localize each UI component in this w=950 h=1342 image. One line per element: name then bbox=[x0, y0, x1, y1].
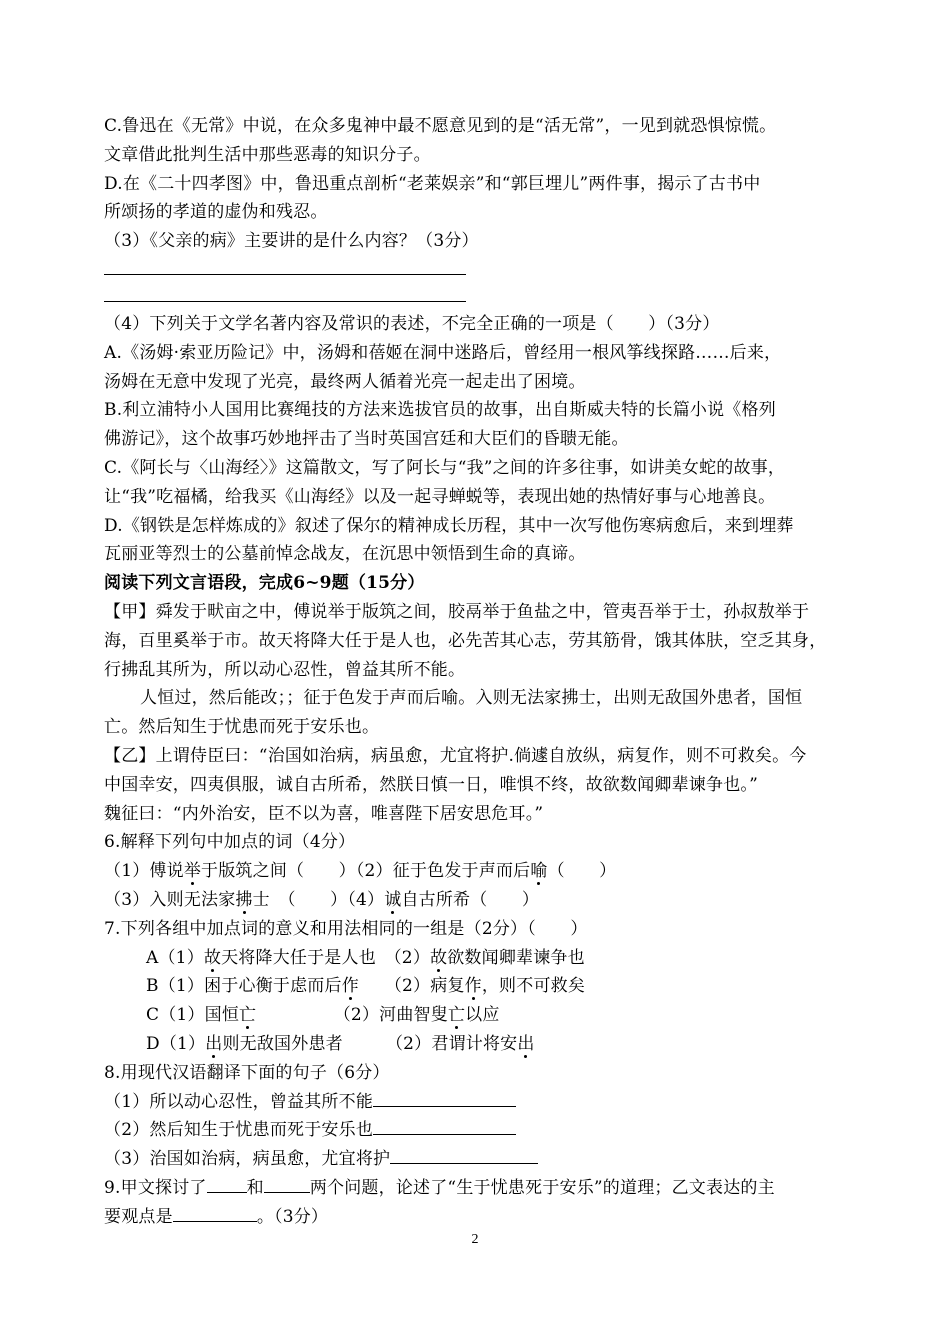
passage-jia-line2: 海，百里奚举于市。故天将降大任于是人也，必先苦其心志，劳其筋骨，饿其体肤，空乏其身， bbox=[104, 630, 827, 651]
passage-jia-line5: 亡。然后知生于忧患而死于安乐也。 bbox=[104, 717, 380, 738]
text: A（1） bbox=[146, 947, 204, 968]
text: ，则不可救矣 bbox=[481, 976, 586, 997]
q8-item-3 bbox=[104, 1145, 854, 1174]
dotted-word: 喻 bbox=[530, 861, 548, 882]
q7-option-a bbox=[104, 944, 854, 973]
text: （2）河曲智叟 bbox=[256, 1005, 448, 1026]
dotted-word: 诚 bbox=[384, 889, 402, 910]
document-page bbox=[104, 112, 854, 1231]
question-9-line1 bbox=[104, 1174, 854, 1203]
q4-option-b-line2: 佛游记》，这个故事巧妙地抨击了当时英国宫廷和大臣们的昏聩无能。 bbox=[104, 429, 629, 450]
text: 于版筑之间（ ）（2）征于色发于声而后 bbox=[201, 861, 531, 882]
text: C（1）国恒 bbox=[146, 1005, 240, 1026]
answer-blank[interactable] bbox=[264, 1174, 310, 1193]
passage-jia-line1: 【甲】舜发于畎亩之中，傅说举于版筑之间，胶鬲举于鱼盐之中，管夷吾举于士，孙叔敖举于 bbox=[104, 601, 810, 622]
q4-option-d-line2: 瓦丽亚等烈士的公墓前悼念战友，在沉思中领悟到生命的真谛。 bbox=[104, 544, 586, 565]
text: 士 （ ）（4） bbox=[252, 889, 385, 910]
dotted-word: 亡 bbox=[447, 1005, 466, 1026]
text: 以应 bbox=[465, 1005, 500, 1026]
passage-yi-line3: 魏征曰：“内外治安，臣不以为喜，唯喜陛下居安思危耳。” bbox=[104, 803, 544, 824]
q7-option-b bbox=[104, 972, 854, 1001]
text: （1）傅说 bbox=[104, 861, 184, 882]
q4-option-c-line1: C.《阿长与〈山海经〉》这篇散文，写了阿长与“我”之间的许多往事，如讲美女蛇的故事， bbox=[104, 457, 786, 478]
question-9-line2 bbox=[104, 1203, 854, 1232]
passage-yi-line2: 中国幸安，四夷俱服，诚自古所希，然朕日慎一日，唯惧不终，故欲数闻卿辈谏争也。” bbox=[104, 774, 758, 795]
text: 。（3分） bbox=[256, 1206, 329, 1227]
question-4: （4）下列关于文学名著内容及常识的表述，不完全正确的一项是（ ）（3分） bbox=[104, 313, 720, 334]
text: B（1）困于心衡于虑而后 bbox=[146, 976, 342, 997]
dotted-word: 出 bbox=[517, 1033, 535, 1054]
dotted-word: 故 bbox=[430, 947, 448, 968]
dotted-word: 拂 bbox=[235, 889, 253, 910]
text: 天将降大任于是人也 （2） bbox=[221, 947, 431, 968]
answer-blank[interactable] bbox=[373, 1088, 516, 1107]
text: （2）病复 bbox=[358, 976, 465, 997]
passage-jia-line4: 人恒过，然后能改；；征于色发于声而后喻。入则无法家拂士，出则无敌国外患者，国恒 bbox=[140, 688, 803, 709]
page-number: 2 bbox=[471, 1232, 479, 1247]
text: 则无敌国外患者 （2）君谓计将安 bbox=[222, 1033, 518, 1054]
question-6-items-1-2 bbox=[104, 857, 854, 886]
passage-yi-line1: 【乙】上谓侍臣曰：“治国如治病，病虽愈，尤宜将护.倘遽自放纵，病复作，则不可救矣。今 bbox=[104, 745, 807, 766]
question-8: 8.用现代汉语翻译下面的句子（6分） bbox=[104, 1062, 390, 1083]
text: 欲数闻卿辈谏争也 bbox=[447, 947, 585, 968]
dotted-word: 举 bbox=[183, 861, 202, 882]
text: （2）然后知生于忧患而死于安乐也 bbox=[104, 1120, 374, 1141]
text: 9.甲文探讨了 bbox=[104, 1177, 207, 1198]
answer-blank[interactable] bbox=[390, 1145, 538, 1164]
q4-option-d-line1: D.《钢铁是怎样炼成的》叙述了保尔的精神成长历程，其中一次写他伤寒病愈后，来到埋葬 bbox=[104, 515, 794, 536]
question-6: 6.解释下列句中加点的词（4分） bbox=[104, 832, 356, 853]
text: （1）所以动心忍性，曾益其所不能 bbox=[104, 1091, 374, 1112]
section-heading: 阅读下列文言语段，完成6~9题（15分） bbox=[104, 573, 425, 594]
answer-blank[interactable] bbox=[373, 1116, 516, 1135]
q4-option-a-line2: 汤姆在无意中发现了光亮，最终两人循着光亮一起走出了困境。 bbox=[104, 371, 586, 392]
option-c-line1: C.鲁迅在《无常》中说，在众多鬼神中最不愿意见到的是“活无常”，一见到就恐惧惊慌。 bbox=[104, 116, 777, 136]
dotted-word: 作 bbox=[464, 976, 482, 997]
answer-line-1[interactable] bbox=[104, 256, 854, 283]
passage-jia-line3: 行拂乱其所为，所以动心忍性，曾益其所不能。 bbox=[104, 659, 466, 680]
dotted-word: 出 bbox=[205, 1033, 223, 1054]
answer-blank[interactable] bbox=[207, 1174, 247, 1193]
q8-item-2 bbox=[104, 1116, 854, 1145]
answer-blank[interactable] bbox=[173, 1203, 257, 1222]
text: （3）治国如治病，病虽愈，尤宜将护 bbox=[104, 1149, 391, 1170]
q4-option-a-line1: A.《汤姆·索亚历险记》中，汤姆和蓓姬在洞中迷路后，曾经用一根风筝线探路……后来， bbox=[104, 342, 782, 363]
dotted-word: 故 bbox=[203, 947, 222, 968]
dotted-word: 作 bbox=[341, 976, 359, 997]
answer-line-2[interactable] bbox=[104, 283, 854, 310]
text: 要观点是 bbox=[104, 1206, 173, 1227]
option-c-line2: 文章借此批判生活中那些恶毒的知识分子。 bbox=[104, 144, 431, 165]
text: （ ） bbox=[547, 861, 617, 882]
question-7: 7.下列各组中加点词的意义和用法相同的一组是（2分）（ ） bbox=[104, 918, 588, 939]
dotted-word: 亡 bbox=[239, 1005, 257, 1026]
text: 和 bbox=[246, 1177, 264, 1198]
text: （3）入则无法家 bbox=[104, 889, 236, 910]
q8-item-1 bbox=[104, 1088, 854, 1117]
option-d-line1: D.在《二十四孝图》中，鲁迅重点剖析“老莱娱亲”和“郭巨埋儿”两件事，揭示了古书中 bbox=[104, 173, 761, 194]
q7-option-c bbox=[104, 1001, 854, 1030]
q4-option-c-line2: 让“我”吃福橘，给我买《山海经》以及一起寻蝉蜕等，表现出她的热情好事与心地善良。 bbox=[104, 486, 776, 507]
question-6-items-3-4 bbox=[104, 886, 854, 915]
question-3: （3）《父亲的病》主要讲的是什么内容？（3分） bbox=[104, 231, 479, 252]
q4-option-b-line1: B.利立浦特小人国用比赛绳技的方法来选拔官员的故事，出自斯威夫特的长篇小说《格列 bbox=[104, 400, 776, 421]
q7-option-d bbox=[104, 1030, 854, 1059]
option-d-line2: 所颂扬的孝道的虚伪和残忍。 bbox=[104, 202, 328, 223]
text: D（1） bbox=[146, 1033, 206, 1054]
text: 自古所希（ ） bbox=[401, 889, 540, 910]
text: 两个问题，论述了“生于忧患死于安乐”的道理；乙文表达的主 bbox=[309, 1177, 775, 1198]
